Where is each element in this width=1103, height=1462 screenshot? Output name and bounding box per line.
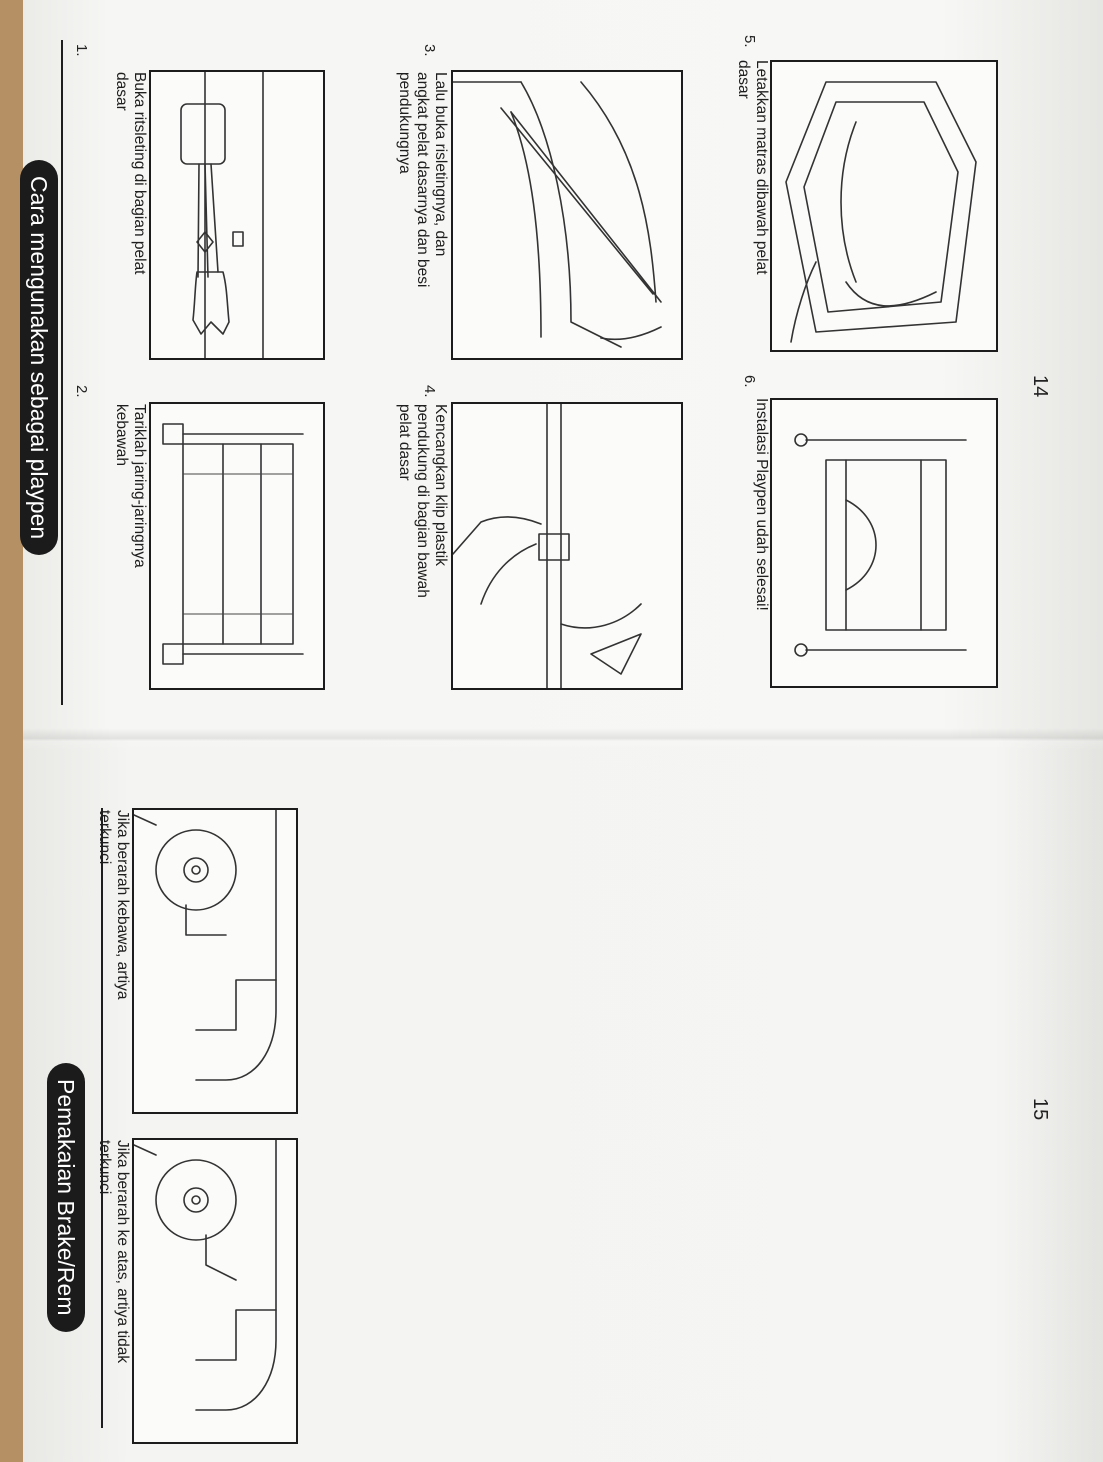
step-5-caption: Letakkan matras dibawah pelat dasar [735, 60, 770, 275]
section-title: Cara mengunakan sebagai playpen [20, 160, 58, 555]
brake-down-caption: Jika berarah kebawa, artiya terkunci [96, 810, 131, 1000]
page-number: 14 [1029, 375, 1051, 398]
page-number: 15 [1029, 1098, 1051, 1121]
step-3-illustration [451, 70, 683, 360]
step-1-caption: Buka ritsleting di bagian pelat dasar [113, 72, 148, 275]
step-number: 1. [73, 44, 90, 57]
step-2-caption: Tariklah jaring-jaringnya kebawah [113, 404, 148, 568]
pull-net-icon [151, 404, 323, 688]
lift-base-icon [453, 72, 681, 358]
step-number: 3. [421, 44, 438, 57]
page-14 [23, 0, 1103, 738]
step-1-illustration [149, 70, 325, 360]
step-number: 2. [73, 385, 90, 398]
step-number: 5. [741, 35, 758, 48]
book-gutter [23, 728, 1103, 750]
step-3-caption: Lalu buka risletingnya, dan angkat pelat dasarnya dan besi pendukungnya [396, 72, 449, 288]
brake-up-icon [134, 1140, 296, 1442]
brake-down-illustration [132, 808, 298, 1114]
brake-up-illustration [132, 1138, 298, 1444]
step-number: 6. [741, 375, 758, 388]
top-rule [61, 40, 63, 705]
brake-up-caption: Jika berarah ke atas, artiya tidak terkunci [96, 1140, 131, 1364]
step-6-illustration [770, 398, 998, 688]
brake-down-icon [134, 810, 296, 1112]
place-mattress-icon [772, 62, 996, 350]
section-title: Pemakaian Brake/Rem [47, 1063, 85, 1332]
step-4-illustration [451, 402, 683, 690]
step-4-caption: Kencangkan klip plastik pendukung di bagian bawah pelat dasar [396, 404, 449, 598]
playpen-complete-icon [772, 400, 996, 686]
step-5-illustration [770, 60, 998, 352]
step-6-caption: Instalasi Playpen udah selesai! [753, 398, 770, 611]
step-2-illustration [149, 402, 325, 690]
fasten-clip-icon [453, 404, 681, 688]
unzip-base-icon [151, 72, 323, 358]
step-number: 4. [421, 385, 438, 398]
page-15 [23, 738, 1103, 1462]
